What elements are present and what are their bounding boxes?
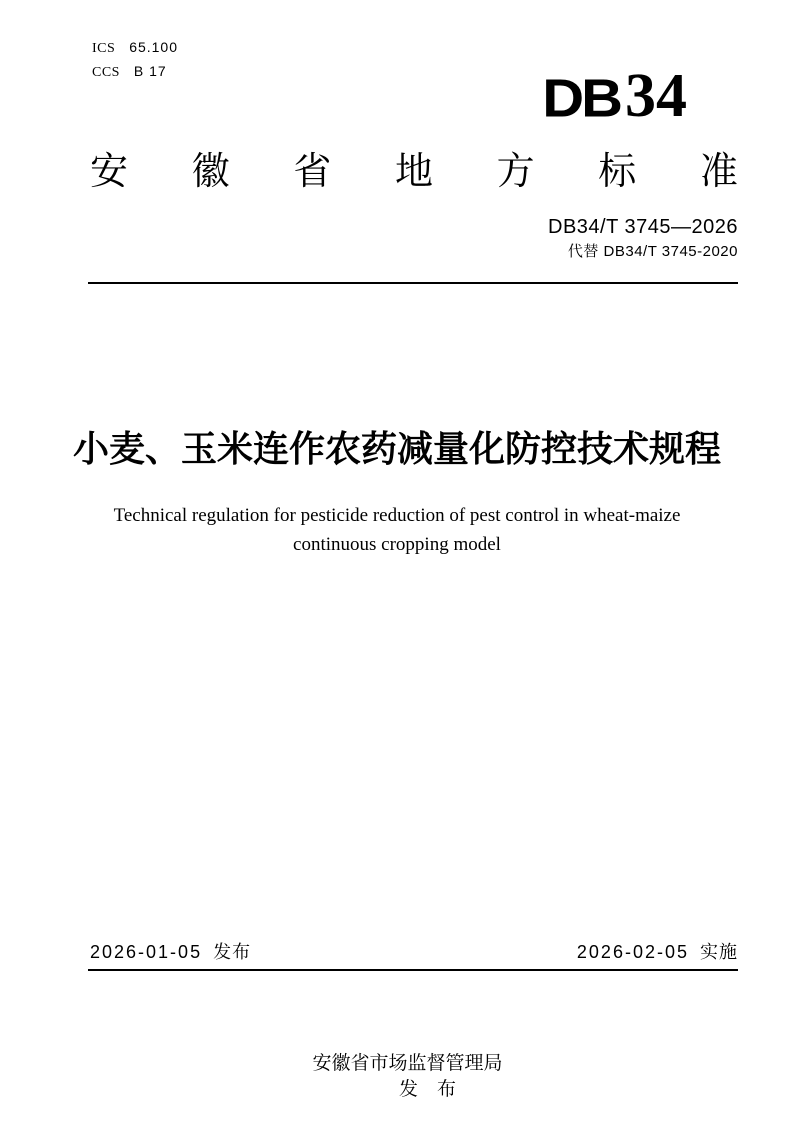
- document-title-en-line1: Technical regulation for pesticide reduction of pest control in wheat-maize: [113, 505, 681, 526]
- ccs-label: CCS: [92, 65, 120, 80]
- publisher-line: [0, 1025, 794, 1123]
- standard-type-char: 方: [496, 151, 535, 193]
- publisher-name: 安徽省市场监督管理局: [312, 1053, 503, 1074]
- standard-type-heading: [90, 148, 738, 196]
- header-divider-line: [88, 282, 738, 284]
- db34-logo-letters: DB: [542, 68, 620, 129]
- issue-date-group: [90, 940, 251, 964]
- ics-value: 65.100: [129, 39, 179, 55]
- publish-action: 发 布: [399, 1079, 457, 1100]
- standard-type-char: 准: [699, 151, 738, 193]
- db34-logo: [542, 62, 687, 130]
- dates-row: [90, 940, 738, 964]
- document-title-zh: 小麦、玉米连作农药减量化防控技术规程: [72, 428, 721, 469]
- standard-type-char: 标: [598, 151, 637, 193]
- implement-label: 实施: [700, 942, 738, 962]
- ics-label: ICS: [92, 41, 116, 56]
- db34-logo-number: 34: [625, 62, 687, 130]
- issue-label: 发布: [213, 942, 252, 962]
- standard-code-block: [548, 214, 738, 262]
- standard-type-char: 地: [394, 151, 433, 193]
- implement-date-group: [577, 940, 738, 964]
- document-title-en-line2: continuous cropping model: [293, 534, 501, 555]
- standard-type-char: 徽: [191, 151, 230, 193]
- ccs-value: B 17: [133, 63, 167, 79]
- ccs-code-line: [92, 60, 178, 84]
- footer-divider-line: [88, 969, 738, 971]
- issue-date: 2026-01-05: [90, 942, 203, 962]
- standard-code: DB34/T 3745—2026: [548, 216, 738, 238]
- standard-type-char: 省: [293, 151, 332, 193]
- document-title-en: [0, 501, 794, 559]
- implement-date: 2026-02-05: [576, 942, 689, 962]
- standard-replaces-note: 代替 DB34/T 3745-2020: [567, 243, 738, 260]
- classification-codes: [92, 36, 178, 84]
- ics-code-line: [92, 36, 178, 60]
- standard-type-char: 安: [90, 151, 129, 193]
